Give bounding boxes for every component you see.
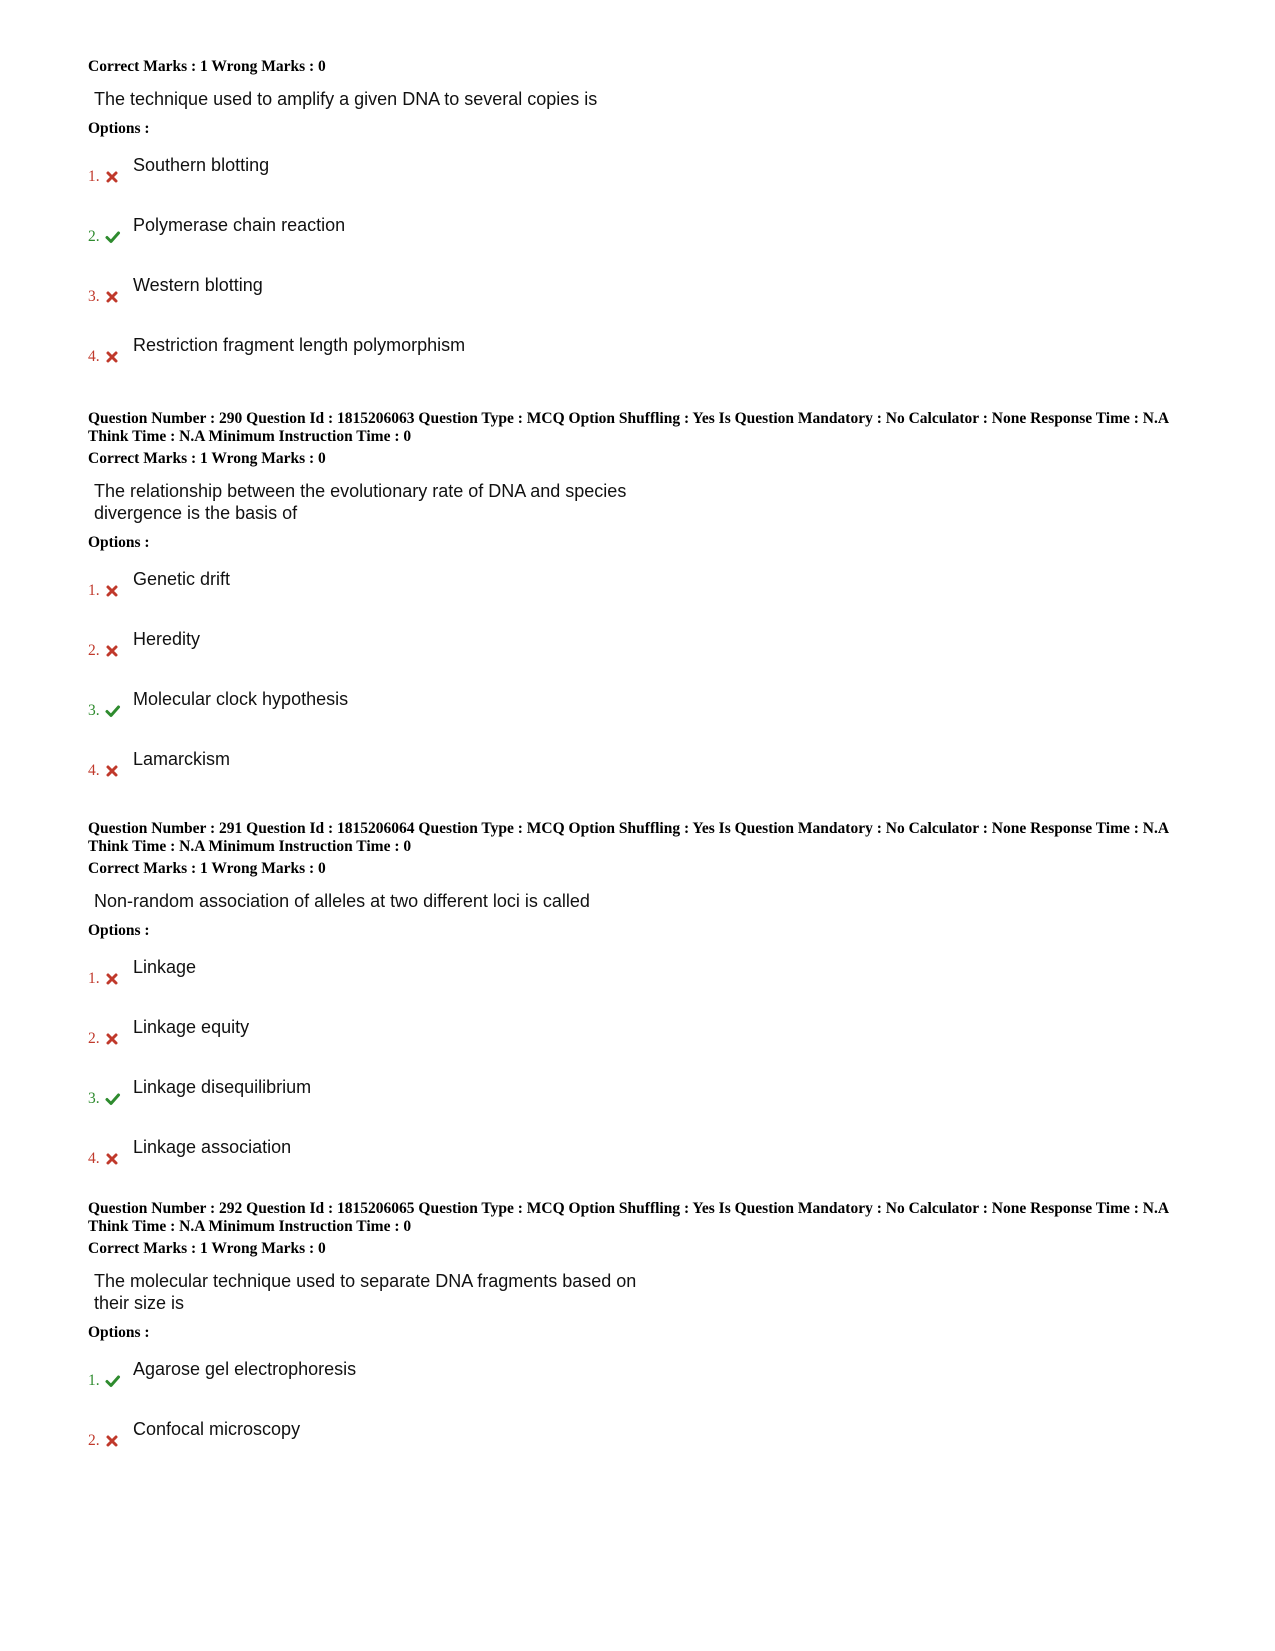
- option-text: Heredity: [133, 629, 201, 649]
- cross-icon: [105, 1434, 119, 1448]
- option-item: [88, 612, 1198, 672]
- question-meta: Question Number : 292 Question Id : 1815206065 Question Type : MCQ Option Shuffling : Yes Is Question Mandatory : No Calculator : None Response Time : N.A Think Time : N.A Minimum Instruction Time : 0: [88, 1200, 1169, 1235]
- marks-line: Correct Marks : 1 Wrong Marks : 0: [88, 58, 326, 75]
- check-icon: [104, 704, 121, 718]
- cross-icon: [105, 1032, 119, 1046]
- option-item: [88, 940, 1198, 1000]
- cross-icon: [105, 764, 119, 778]
- option-number: 2.: [88, 228, 100, 245]
- option-text: Molecular clock hypothesis: [133, 689, 349, 709]
- cross-icon: [105, 584, 119, 598]
- option-item: [88, 318, 1198, 378]
- option-item: [88, 1342, 1198, 1402]
- marks-line: Correct Marks : 1 Wrong Marks : 0: [88, 860, 326, 877]
- question-block: [88, 1200, 1198, 1462]
- option-text: Linkage disequilibrium: [133, 1077, 312, 1097]
- options-list: [88, 138, 1198, 378]
- option-item: [88, 552, 1198, 612]
- marks-line: Correct Marks : 1 Wrong Marks : 0: [88, 1240, 326, 1257]
- option-number: 3.: [88, 702, 100, 719]
- cross-icon: [105, 290, 119, 304]
- option-text: Linkage association: [133, 1137, 292, 1157]
- option-item: [88, 1402, 1198, 1462]
- question-block: [88, 58, 1198, 378]
- option-number: 2.: [88, 1432, 100, 1449]
- option-item: [88, 1120, 1198, 1180]
- option-number: 1.: [88, 970, 100, 987]
- option-number: 4.: [88, 762, 100, 779]
- option-number: 3.: [88, 288, 100, 305]
- option-item: [88, 672, 1198, 732]
- option-item: [88, 1060, 1198, 1120]
- option-number: 2.: [88, 1030, 100, 1047]
- question-block: [88, 820, 1198, 1180]
- options-label: Options :: [88, 120, 150, 137]
- options-list: [88, 940, 1198, 1180]
- option-text: Agarose gel electrophoresis: [133, 1359, 357, 1379]
- option-text: Lamarckism: [133, 749, 231, 769]
- option-text: Restriction fragment length polymorphism: [133, 335, 466, 355]
- cross-icon: [105, 1152, 119, 1166]
- cross-icon: [105, 170, 119, 184]
- question-text: The technique used to amplify a given DNA to several copies is: [94, 89, 598, 109]
- option-text: Southern blotting: [133, 155, 270, 175]
- option-text: Polymerase chain reaction: [133, 215, 346, 235]
- question-text: The relationship between the evolutionary rate of DNA and species divergence is the basis of: [94, 481, 627, 523]
- cross-icon: [105, 972, 119, 986]
- option-number: 1.: [88, 168, 100, 185]
- option-number: 3.: [88, 1090, 100, 1107]
- check-icon: [104, 1374, 121, 1388]
- cross-icon: [105, 644, 119, 658]
- options-list: [88, 1342, 1198, 1462]
- question-meta: Question Number : 291 Question Id : 1815206064 Question Type : MCQ Option Shuffling : Yes Is Question Mandatory : No Calculator : None Response Time : N.A Think Time : N.A Minimum Instruction Time : 0: [88, 820, 1169, 855]
- cross-icon: [105, 350, 119, 364]
- marks-line: Correct Marks : 1 Wrong Marks : 0: [88, 450, 326, 467]
- options-label: Options :: [88, 1324, 150, 1341]
- option-number: 1.: [88, 582, 100, 599]
- question-block: [88, 410, 1198, 792]
- option-number: 2.: [88, 642, 100, 659]
- option-item: [88, 258, 1198, 318]
- option-number: 4.: [88, 348, 100, 365]
- option-item: [88, 1000, 1198, 1060]
- option-item: [88, 732, 1198, 792]
- option-number: 4.: [88, 1150, 100, 1167]
- options-label: Options :: [88, 922, 150, 939]
- option-text: Western blotting: [133, 275, 263, 295]
- check-icon: [104, 1092, 121, 1106]
- options-label: Options :: [88, 534, 150, 551]
- option-text: Linkage: [133, 957, 197, 977]
- options-list: [88, 552, 1198, 792]
- option-item: [88, 198, 1198, 258]
- option-text: Genetic drift: [133, 569, 231, 589]
- check-icon: [104, 230, 121, 244]
- option-number: 1.: [88, 1372, 100, 1389]
- option-item: [88, 138, 1198, 198]
- question-text: The molecular technique used to separate DNA fragments based on their size is: [94, 1271, 637, 1313]
- question-meta: Question Number : 290 Question Id : 1815206063 Question Type : MCQ Option Shuffling : Yes Is Question Mandatory : No Calculator : None Response Time : N.A Think Time : N.A Minimum Instruction Time : 0: [88, 410, 1169, 445]
- question-text: Non-random association of alleles at two different loci is called: [94, 891, 590, 911]
- option-text: Linkage equity: [133, 1017, 250, 1037]
- option-text: Confocal microscopy: [133, 1419, 301, 1439]
